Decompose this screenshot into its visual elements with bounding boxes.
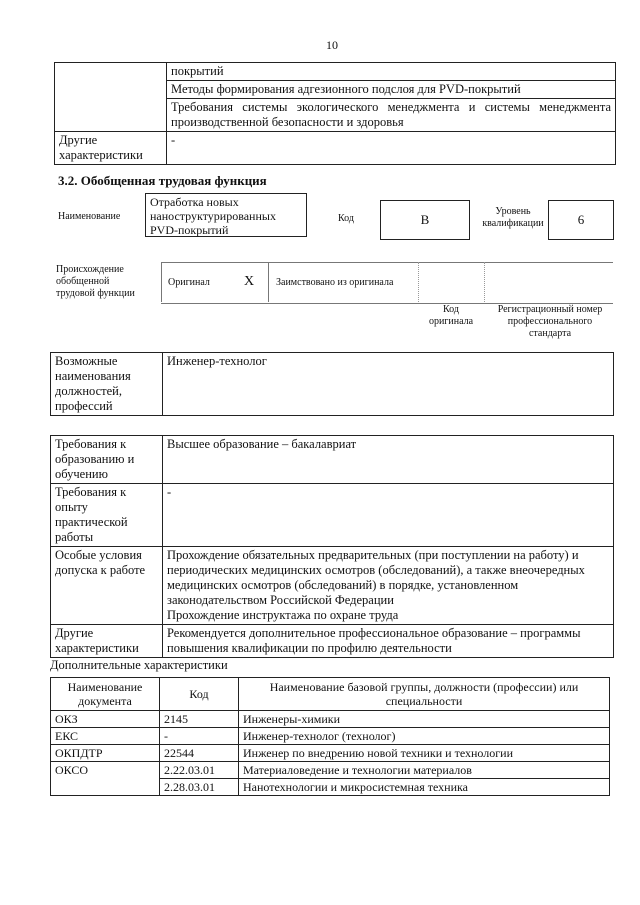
row-name: Нанотехнологии и микросистемная техника	[239, 779, 610, 796]
req-edu-value: Высшее образование – бакалавриат	[163, 436, 614, 484]
origin-label: Происхождение обобщенной трудовой функции	[56, 264, 135, 299]
top-row-3: Требования системы экологического менеджмента и системы менеджмента производственной безопасности и здоровья	[167, 99, 616, 132]
row-code: 22544	[160, 745, 239, 762]
origin-mark: X	[244, 274, 255, 289]
header-code: Код	[160, 678, 239, 711]
table-row	[51, 547, 614, 625]
table-row	[55, 99, 616, 132]
table-row	[55, 132, 616, 165]
table-row	[55, 63, 616, 81]
row-doc: ЕКС	[51, 728, 160, 745]
additional-title: Дополнительные характеристики	[50, 658, 228, 672]
level-label: Уровень квалификации	[482, 206, 544, 229]
origin-original: Оригинал	[168, 277, 210, 288]
code-label: Код	[338, 213, 354, 224]
name-label: Наименование	[58, 211, 121, 222]
top-table	[54, 62, 616, 165]
row-name: Инженер-технолог (технолог)	[239, 728, 610, 745]
row-doc: ОКПДТР	[51, 745, 160, 762]
header-doc: Наименование документа	[51, 678, 160, 711]
row-code: -	[160, 728, 239, 745]
page-number: 10	[326, 38, 338, 52]
row-doc: ОКСО	[51, 762, 160, 779]
requirements-table	[50, 435, 614, 658]
table-row	[51, 779, 610, 796]
table-row	[51, 625, 614, 658]
table-row	[51, 711, 610, 728]
req-admit-label: Особые условия допуска к работе	[51, 547, 163, 625]
req-edu-label: Требования к образованию и обучению	[51, 436, 163, 484]
reg-caption: Регистрационный номер профессионального стандарта	[497, 304, 603, 339]
table-row	[51, 353, 614, 416]
code-value: B	[380, 200, 470, 240]
section-title: 3.2. Обобщенная трудовая функция	[58, 173, 267, 188]
row-code: 2.22.03.01	[160, 762, 239, 779]
row-doc: ОКЗ	[51, 711, 160, 728]
other-value: -	[167, 132, 616, 165]
req-other-value: Рекомендуется дополнительное профессиональное образование – программы повышения квалификации по профилю деятельности	[163, 625, 614, 658]
additional-table	[50, 677, 610, 796]
code-caption: Код оригинала	[428, 304, 474, 327]
row-name: Материаловедение и технологии материалов	[239, 762, 610, 779]
table-header	[51, 678, 610, 711]
row-code: 2145	[160, 711, 239, 728]
req-admit-value: Прохождение обязательных предварительных (при поступлении на работу) и периодических медицинских осмотров (обследований), а также внеочередных медицинских осмотров (обследований) в порядке, установленном законодательством Российской Федерации	[167, 548, 585, 607]
other-label: Другие характеристики	[55, 132, 167, 165]
origin-borrowed: Заимствовано из оригинала	[276, 277, 394, 288]
positions-table	[50, 352, 614, 416]
header-name: Наименование базовой группы, должности (профессии) или специальности	[239, 678, 610, 711]
table-row	[51, 762, 610, 779]
positions-value: Инженер-технолог	[163, 353, 614, 416]
row-code: 2.28.03.01	[160, 779, 239, 796]
req-exp-label: Требования к опыту практической работы	[51, 484, 163, 547]
req-other-label: Другие характеристики	[51, 625, 163, 658]
table-row	[51, 745, 610, 762]
table-row	[51, 484, 614, 547]
req-exp-value: -	[163, 484, 614, 547]
top-row-2: Методы формирования адгезионного подслоя для PVD-покрытий	[167, 81, 616, 99]
table-row	[51, 728, 610, 745]
row-doc	[51, 779, 160, 796]
table-row	[55, 81, 616, 99]
top-row-1: покрытий	[167, 63, 616, 81]
row-name: Инженер по внедрению новой техники и технологии	[239, 745, 610, 762]
table-row	[51, 436, 614, 484]
req-admit-value-2: Прохождение инструктажа по охране труда	[167, 608, 399, 622]
positions-label: Возможные наименования должностей, профессий	[51, 353, 163, 416]
level-value: 6	[548, 200, 614, 240]
name-value: Отработка новых наноструктурированных PVD-покрытий	[145, 193, 307, 237]
row-name: Инженеры-химики	[239, 711, 610, 728]
